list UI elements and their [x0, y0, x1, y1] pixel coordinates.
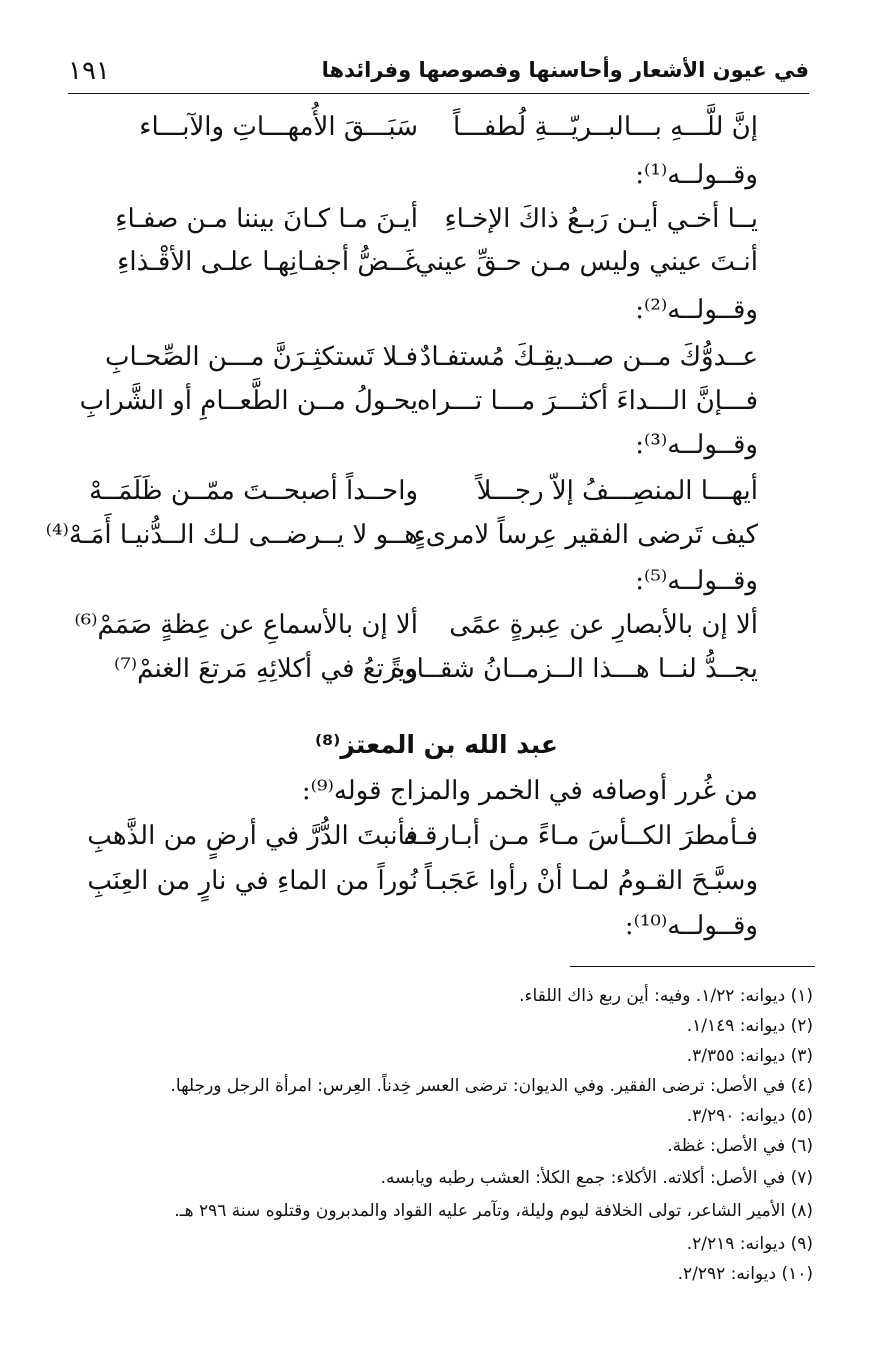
- verse-11-second-hemistich: نُوراً من الماءِ في نارٍ من العِنَبِ: [87, 866, 418, 896]
- verse-11-first-hemistich: وسبَّـحَ القـومُ لمـا أنْ رأوا عَجَبـاً: [424, 866, 758, 896]
- footnote-10: (١٠) ديوانه: ٢/٢٩٢.: [677, 1264, 813, 1284]
- verse-10-first-hemistich: فـأمطرَ الكــأسَ مـاءً مـن أبـارقـه: [403, 821, 758, 851]
- verse-9-second-hemistich: ويرتعُ في أكلائِهِ مَرتعَ الغنمْ⁽⁷⁾: [113, 654, 418, 684]
- intro-line-1: وقــولــه⁽¹⁾:: [635, 160, 758, 190]
- page-number: ١٩١: [68, 56, 110, 86]
- verse-6-second-hemistich: واحــداً أصبحــتَ ممّــن ظَلَمَــهْ: [89, 476, 418, 506]
- footnote-divider: [570, 966, 815, 967]
- intro-line-3: وقــولــه⁽³⁾:: [635, 430, 758, 460]
- verse-8-second-hemistich: ألا إن بالأسماعِ عن عِظةٍ صَمَمْ⁽⁶⁾: [74, 610, 418, 640]
- verse-7-second-hemistich: هــو لا يــرضــى لـك الــدُّنيـا أَمَـهْ⁽⁴⁾: [45, 520, 418, 550]
- footnote-5: (٥) ديوانه: ٣/٢٩٠.: [686, 1106, 813, 1126]
- verse-1-second-hemistich: سَبَـــقَ الأُمهـــاتِ والآبـــاء: [139, 112, 418, 142]
- verse-9-first-hemistich: يجــدُّ لنــا هـــذا الــزمــانُ شقــاوةً: [390, 654, 758, 684]
- verse-2-first-hemistich: يــا أخـي أيـن رَبـعُ ذاكَ الإخـاءِ: [444, 204, 758, 234]
- footnote-3: (٣) ديوانه: ٣/٣٥٥.: [686, 1046, 813, 1066]
- intro-line-6: وقــولــه⁽¹⁰⁾:: [624, 911, 758, 941]
- footnote-2: (٢) ديوانه: ١/١٤٩.: [686, 1016, 813, 1036]
- header-divider: [68, 93, 809, 94]
- verse-3-first-hemistich: أنـتَ عيني وليس مـن حـقِّ عيني: [415, 247, 758, 277]
- verse-5-second-hemistich: يحـولُ مــن الطَّعــامِ أو الشَّرابِ: [79, 386, 418, 416]
- verse-4-first-hemistich: عــدوُّكَ مــن صــديقِـكَ مُستفـادٌ: [419, 342, 758, 372]
- verse-6-first-hemistich: أيهـــا المنصِـــفُ إلاّ رجـــلاً: [476, 476, 758, 506]
- verse-10-second-hemistich: فأنبتَ الدُّرَّ في أرضٍ من الذَّهبِ: [87, 821, 418, 851]
- footnote-8: (٨) الأمير الشاعر، تولى الخلافة ليوم وليلة، وتآمر عليه القواد والمدبرون وقتلوه سنة ٢٩٦ هـ.: [174, 1201, 813, 1221]
- footnote-7: (٧) في الأصل: أكلاته. الأكلاء: جمع الكلأ: العشب رطبه ويابسه.: [380, 1168, 813, 1188]
- intro-line-4: وقــولــه⁽⁵⁾:: [635, 566, 758, 596]
- verse-8-first-hemistich: ألا إن بالأبصارِ عن عِبرةٍ عمًى: [449, 610, 758, 640]
- intro-line-5: من غُرر أوصافه في الخمر والمزاج قوله⁽⁹⁾:: [301, 776, 758, 806]
- verse-2-second-hemistich: أيـنَ مـا كـانَ بيننا مـن صفـاءِ: [115, 204, 418, 234]
- verse-3-second-hemistich: غَــضُّ أجفـانِهـا علـى الأقْـذاءِ: [117, 247, 418, 277]
- verse-5-first-hemistich: فـــإنَّ الـــداءَ أكثـــرَ مـــا تـــراه: [416, 386, 758, 416]
- footnote-6: (٦) في الأصل: غظة.: [667, 1136, 813, 1156]
- footnote-1: (١) ديوانه: ١/٢٢. وفيه: أين ربع ذاك اللقاء.: [519, 986, 813, 1006]
- verse-1-first-hemistich: إنَّ للَّـــهِ بـــالبــريّـــةِ لُطفـــاً: [453, 112, 758, 142]
- intro-line-2: وقــولــه⁽²⁾:: [635, 295, 758, 325]
- footnote-4: (٤) في الأصل: ترضى الفقير. وفي الديوان: ترضى العسر خِدناً. العِرس: امرأة الرجل ورجلها.: [170, 1076, 813, 1096]
- verse-7-first-hemistich: كيف تَرضى الفقير عِرساً لامرىءٍ: [413, 520, 758, 550]
- verse-4-second-hemistich: فـلا تَستكثِـرَنَّ مـــن الصِّحـابِ: [105, 342, 418, 372]
- section-title: عبد الله بن المعتز⁽⁸⁾: [315, 730, 558, 759]
- running-header-title: في عيون الأشعار وأحاسنها وفصوصها وفرائدها: [321, 58, 809, 82]
- footnote-9: (٩) ديوانه: ٢/٢١٩.: [686, 1234, 813, 1254]
